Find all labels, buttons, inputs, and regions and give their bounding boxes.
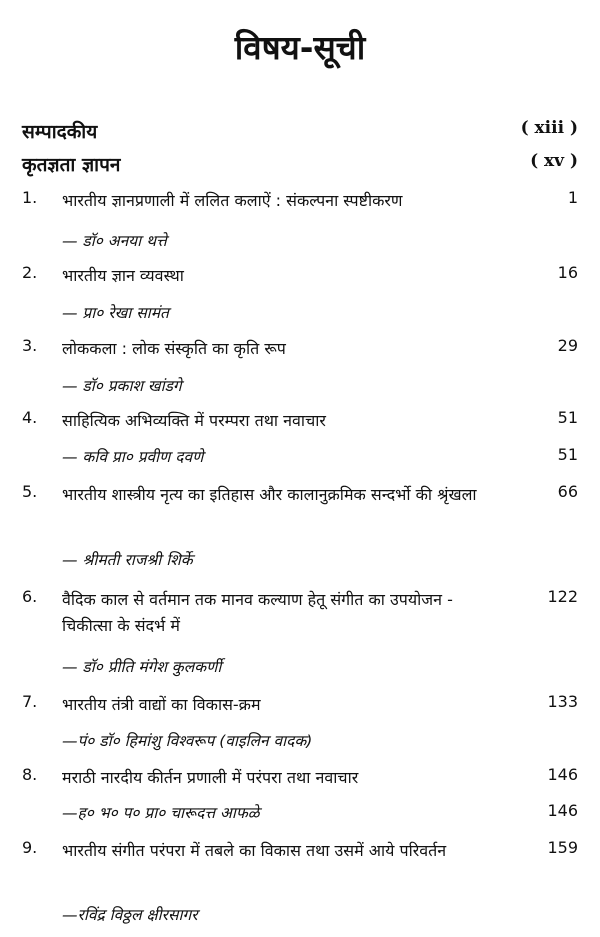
front-matter-page: ( xv ) <box>530 151 578 171</box>
entry-number: 9. <box>22 838 38 857</box>
entry-title: भारतीय संगीत परंपरा में तबले का विकास तथा उसमें आये परिवर्तन <box>62 841 447 860</box>
entry-number: 1. <box>22 188 38 207</box>
entry-author: —रविंद्र विठ्ठल क्षीरसागर <box>62 906 198 924</box>
entry-title: लोककला : लोक संस्कृति का कृति रूप <box>62 339 286 358</box>
entry-title: भारतीय ज्ञान व्यवस्था <box>62 266 184 285</box>
entry-author: —ह० भ० प० प्रा० चारूदत्त आफळे <box>62 804 260 822</box>
entry-title: भारतीय शास्त्रीय नृत्य का इतिहास और कालानुक्रमिक सन्दर्भो की श्रृंखला <box>62 485 477 504</box>
front-matter-acknowledgement <box>22 151 578 177</box>
page-title: विषय-सूची <box>234 28 366 67</box>
entry-number: 2. <box>22 263 38 282</box>
entry-author-page: 146 <box>547 801 578 820</box>
entry-author: — डॉ० अनया थत्ते <box>62 232 167 250</box>
entry-author: — डॉ० प्रकाश खांडगे <box>62 377 182 395</box>
front-matter-label: कृतज्ञता ज्ञापन <box>22 154 121 176</box>
entry-title: भारतीय ज्ञानप्रणाली में ललित कलाऐं : संकल्पना स्पष्टीकरण <box>62 191 403 210</box>
entry-title: मराठी नारदीय कीर्तन प्रणाली में परंपरा तथा नवाचार <box>62 768 359 787</box>
entry-author: —पं० डॉ० हिमांशु विश्वरूप (वाइलिन वादक) <box>62 732 313 750</box>
front-matter-editorial <box>22 118 578 144</box>
front-matter-page: ( xiii ) <box>520 118 578 138</box>
entry-page: 159 <box>547 838 578 857</box>
entry-page: 51 <box>557 408 578 427</box>
entry-number: 7. <box>22 692 38 711</box>
entry-number: 8. <box>22 765 38 784</box>
entry-page: 146 <box>547 765 578 784</box>
entry-page: 66 <box>557 482 578 501</box>
front-matter-label: सम्पादकीय <box>22 121 98 143</box>
entry-title: वैदिक काल से वर्तमान तक मानव कल्याण हेतू संगीत का उपयोजन - चिकीत्सा के संदर्भ में <box>62 590 453 635</box>
entry-title: साहित्यिक अभिव्यक्ति में परम्परा तथा नवाचार <box>62 411 326 430</box>
entry-title: भारतीय तंत्री वाद्यों का विकास-क्रम <box>62 695 261 714</box>
entry-author: — कवि प्रा० प्रवीण दवणे <box>62 448 204 466</box>
entry-page: 1 <box>567 188 578 207</box>
entry-number: 4. <box>22 408 38 427</box>
entry-author: — डॉ० प्रीति मंगेश कुलकर्णी <box>62 658 222 676</box>
entry-author: — प्रा० रेखा सामंत <box>62 304 169 322</box>
entry-number: 3. <box>22 336 38 355</box>
entry-page: 133 <box>547 692 578 711</box>
entry-author-page: 51 <box>557 445 578 464</box>
entry-page: 16 <box>557 263 578 282</box>
entry-number: 6. <box>22 587 38 606</box>
entry-page: 122 <box>547 587 578 606</box>
entry-author: — श्रीमती राजश्री शिर्के <box>62 551 193 569</box>
entry-page: 29 <box>557 336 578 355</box>
entry-number: 5. <box>22 482 38 501</box>
